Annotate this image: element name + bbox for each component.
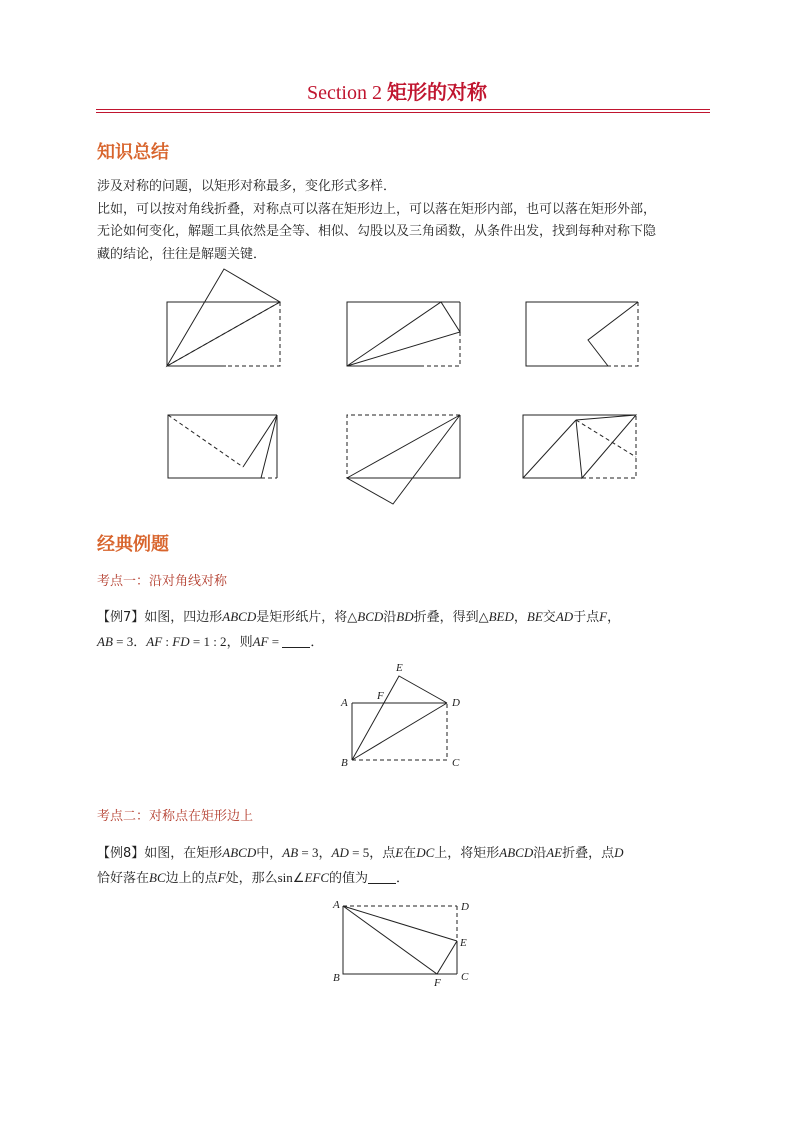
label-B: B (333, 972, 340, 984)
math-segment: BC (149, 870, 166, 885)
math-segment: ABCD (499, 845, 534, 860)
math-segment: E (395, 845, 404, 860)
label-C: C (461, 971, 469, 983)
label-A: A (333, 899, 340, 911)
math-segment: BE (526, 609, 543, 624)
math-segment: = (268, 634, 283, 649)
point2-label: 考点二：对称点在矩形边上 (97, 809, 254, 824)
math-segment: AF (252, 634, 269, 649)
math-segment: BCD (357, 609, 384, 624)
text-segment: 的值为 (329, 871, 369, 886)
label-E: E (460, 937, 467, 949)
text-segment: 交 (542, 610, 556, 625)
text-segment: 沿 (383, 610, 397, 625)
fold-line-AE (343, 906, 457, 941)
label-B: B (341, 757, 348, 769)
summary-line: 无论如何变化，解题工具依然是全等、相似、勾股以及三角函数，从条件出发，找到每种对称下隐 (97, 224, 657, 239)
math-segment: AE (546, 845, 563, 860)
text-segment: 如图，四边形 (144, 610, 223, 625)
summary-line: 藏的结论，往往是解题关键． (97, 246, 267, 262)
label-D: D (452, 697, 460, 709)
text-segment: ， (513, 610, 527, 625)
text-segment: 边上的点 (165, 871, 218, 886)
math-segment: = 3 (298, 845, 319, 860)
math-segment: AD (555, 609, 574, 624)
label-A: A (341, 697, 348, 709)
sides-AB-BC (343, 906, 457, 974)
math-segment: BED (488, 609, 514, 624)
math-segment: DC (416, 845, 435, 860)
text-segment: 处，那么 (225, 871, 278, 886)
example7-tag: 【例7】 (97, 610, 145, 625)
text-segment: 上，将矩形 (434, 846, 500, 861)
math-segment: EFC (304, 870, 330, 885)
text-segment: 在 (403, 846, 417, 861)
math-segment: BD (396, 609, 414, 624)
example8-tag: 【例8】 (97, 846, 145, 861)
label-E: E (396, 662, 403, 674)
math-segment: ABCD (222, 609, 257, 624)
math-segment: D (614, 845, 624, 860)
label-F: F (434, 977, 441, 989)
label-D: D (461, 901, 469, 913)
math-segment: F (599, 609, 608, 624)
text-segment: ， (318, 846, 332, 861)
text-segment: ，则 (226, 635, 253, 650)
text-segment: 沿 (533, 846, 547, 861)
math-segment: AD (331, 845, 349, 860)
math-segment: : (162, 634, 173, 649)
math-segment: AB (282, 845, 299, 860)
folded-triangle-AFE (343, 906, 457, 974)
text-segment: 中， (256, 846, 283, 861)
math-segment: = 5 (348, 845, 370, 860)
examples-heading: 经典例题 (97, 534, 169, 555)
text-segment: ． (396, 871, 410, 886)
title-main: 矩形的对称 (387, 80, 487, 104)
summary-heading: 知识总结 (97, 142, 169, 163)
math-segment: AB (97, 634, 113, 649)
text-segment: ． (133, 635, 147, 650)
text-segment: 恰好落在 (97, 871, 150, 886)
text-segment: 于点 (573, 610, 600, 625)
text-segment: 折叠，点 (562, 846, 615, 861)
math-segment: F (217, 870, 226, 885)
math-segment: = 3 (112, 634, 134, 649)
point1-label: 考点一：沿对角线对称 (97, 574, 228, 589)
summary-line: 涉及对称的问题，以矩形对称最多，变化形式多样． (97, 179, 397, 194)
math-segment: sin∠ (277, 870, 305, 885)
text-segment: 是矩形纸片，将△ (256, 610, 358, 625)
text-segment: 如图，在矩形 (144, 846, 223, 861)
text-segment: ，点 (369, 846, 396, 861)
text-segment: ， (607, 610, 621, 625)
title-prefix: Section 2 (307, 82, 387, 104)
label-C: C (452, 757, 460, 769)
math-segment: FD (172, 634, 190, 649)
math-segment: ABCD (222, 845, 257, 860)
label-F: F (377, 690, 384, 702)
summary-line: 比如，可以按对角线折叠，对称点可以落在矩形边上，可以落在矩形内部，也可以落在矩形外部， (97, 201, 657, 217)
math-segment: AF (146, 634, 163, 649)
math-segment: = 1 : 2 (189, 634, 227, 649)
text-segment: ． (310, 635, 324, 650)
text-segment: 折叠，得到△ (413, 610, 489, 625)
